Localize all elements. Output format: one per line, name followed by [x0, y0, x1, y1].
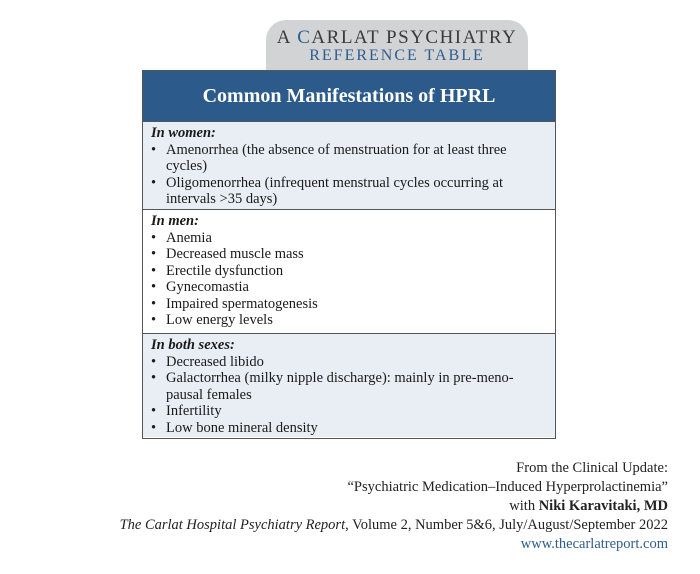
section-title: In men:: [151, 213, 199, 229]
item-text: Galactorrhea (milky nipple discharge): mainly in pre-meno-pausal females: [166, 370, 514, 403]
item-text: Decreased muscle mass: [166, 246, 304, 262]
item-list: [151, 230, 547, 329]
bullet-icon: •: [151, 353, 157, 370]
item-text: Low bone mineral density: [166, 419, 318, 436]
bullet-icon: •: [151, 370, 157, 386]
list-item: [151, 354, 547, 371]
section-women: [143, 122, 555, 209]
section-title: In women:: [151, 125, 216, 141]
bullet-icon: •: [151, 295, 157, 312]
author-name: Niki Karavitaki, MD: [538, 498, 668, 514]
list-item: [151, 420, 547, 437]
section-title: In both sexes:: [151, 337, 235, 353]
citation-journal-line: [120, 516, 668, 535]
citation-source-label: From the Clinical Update:: [516, 460, 668, 476]
item-text: Erectile dysfunction: [166, 262, 284, 279]
citation-footer: [120, 459, 668, 554]
item-text: Low energy levels: [166, 312, 273, 328]
journal-name: The Carlat Hospital Psychiatry Report: [119, 517, 346, 533]
item-text: Gynecomastia: [166, 279, 249, 295]
list-item: [151, 296, 547, 313]
manifestations-table: [142, 70, 556, 439]
list-item: [151, 175, 547, 208]
banner-brand-rest: ARLAT PSYCHIATRY: [311, 27, 518, 48]
bullet-icon: •: [151, 262, 157, 279]
banner-subtitle: REFERENCE TABLE: [309, 47, 485, 64]
list-item: [151, 263, 547, 280]
list-item: [151, 403, 547, 420]
bullet-icon: •: [151, 229, 157, 246]
item-text: Infertility: [166, 403, 222, 419]
list-item: [151, 312, 547, 329]
bullet-icon: •: [151, 279, 157, 295]
bullet-icon: •: [151, 141, 157, 158]
bullet-icon: •: [151, 419, 157, 436]
list-item: [151, 279, 547, 296]
list-item: [151, 246, 547, 263]
bullet-icon: •: [151, 403, 157, 419]
item-list: [151, 354, 547, 437]
item-list: [151, 142, 547, 208]
author-prefix: with: [509, 498, 539, 514]
table-title: Common Manifestations of HPRL: [143, 71, 555, 122]
citation-article-title: “Psychiatric Medication–Induced Hyperprolactinemia”: [347, 479, 668, 495]
reference-table-banner: [266, 20, 528, 70]
bullet-icon: •: [151, 174, 157, 191]
banner-brand-line: [266, 27, 528, 49]
item-text: Impaired spermatogenesis: [166, 295, 318, 312]
item-text: Oligomenorrhea (infrequent menstrual cycles occurring at intervals >35 days): [166, 174, 503, 207]
journal-issue: , Volume 2, Number 5&6, July/August/September 2022: [345, 517, 668, 533]
bullet-icon: •: [151, 246, 157, 262]
list-item: [151, 142, 547, 175]
banner-initial-c: C: [297, 27, 312, 48]
item-text: Anemia: [166, 229, 212, 246]
item-text: Decreased libido: [166, 353, 264, 370]
bullet-icon: •: [151, 312, 157, 328]
item-text: Amenorrhea (the absence of menstruation for at least three cycles): [166, 141, 507, 174]
banner-word-a: A: [276, 27, 298, 48]
list-item: [151, 230, 547, 247]
website-link[interactable]: www.thecarlatreport.com: [520, 536, 668, 552]
section-men: [143, 209, 555, 333]
section-both-sexes: [143, 333, 555, 437]
citation-author-line: [120, 497, 668, 516]
list-item: [151, 370, 547, 403]
